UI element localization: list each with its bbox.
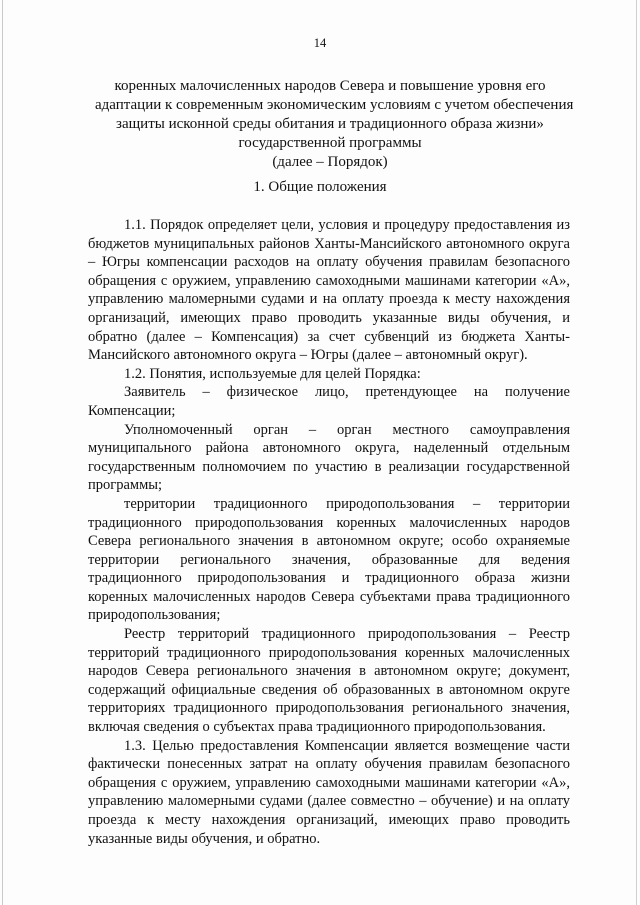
scan-edge-left [2,0,3,905]
document-body [88,216,570,848]
title-line: (далее – Порядок) [272,154,388,170]
paragraph: Реестр территорий традиционного природопользования – Реестр территорий традиционного природопользования коренных малочисленных народов Севера регионального значения в автономном округе; документ, содержащий официальные сведения об образованных в автономном округе территориях традиционного природопользования регионального значения, включая сведения о субъектах права традиционного природопользования. [88,626,570,736]
paragraph: Уполномоченный орган – орган местного самоуправления муниципального района автономного округа, наделенный отдельным государственным полномочием по участию в реализации государственной программы; [88,421,570,494]
paragraph: 1.2. Понятия, используемые для целей Порядка: [124,365,421,382]
paragraph: 1.3. Целью предоставления Компенсации является возмещение части фактически понесенных затрат на оплату обучения правилам безопасного обращения с оружием, управлению самоходными машинами категории «А», управлению маломерными судами (далее совместно – обучение) и на оплату проезда к месту нахождения организаций, имеющих право проводить указанные виды обучения, и обратно. [88,737,570,847]
paragraph: Заявитель – физическое лицо, претендующее на получение Компенсации; [88,384,570,419]
scan-edge-right [636,0,637,905]
paragraph: 1.1. Порядок определяет цели, условия и процедуру предоставления из бюджетов муниципальных районов Ханты-Мансийского автономного округа – Югры компенсации расходов на оплату обучения правилам безопасного обращения с оружием, управлению самоходными машинами категории «А», управлению маломерными судами и на оплату проезда к месту нахождения организаций, имеющих право проводить указанные виды обучения, и обратно (далее – Компенсация) за счет субвенций из бюджета Ханты-Мансийского автономного округа – Югры (далее – автономный округ). [88,217,570,364]
page-number: 14 [313,36,327,50]
title-line: государственной программы [238,135,422,151]
title-line: коренных малочисленных народов Севера и повышение уровня его [114,78,546,94]
paragraph: территории традиционного природопользования – территории традиционного природопользования коренных малочисленных народов Севера регионального значения в автономном округе; особо охраняемые территории регионального значения, образованные для ведения традиционного природопользования и традиционного образа жизни коренных малочисленных народов Севера субъектами права традиционного природопользования; [88,495,570,624]
document-title [95,77,574,172]
title-line: адаптации к современным экономическим условиям с учетом обеспечения [95,97,574,113]
title-line: защиты исконной среды обитания и традиционного образа жизни» [116,116,544,132]
section-heading: 1. Общие положения [253,179,387,195]
